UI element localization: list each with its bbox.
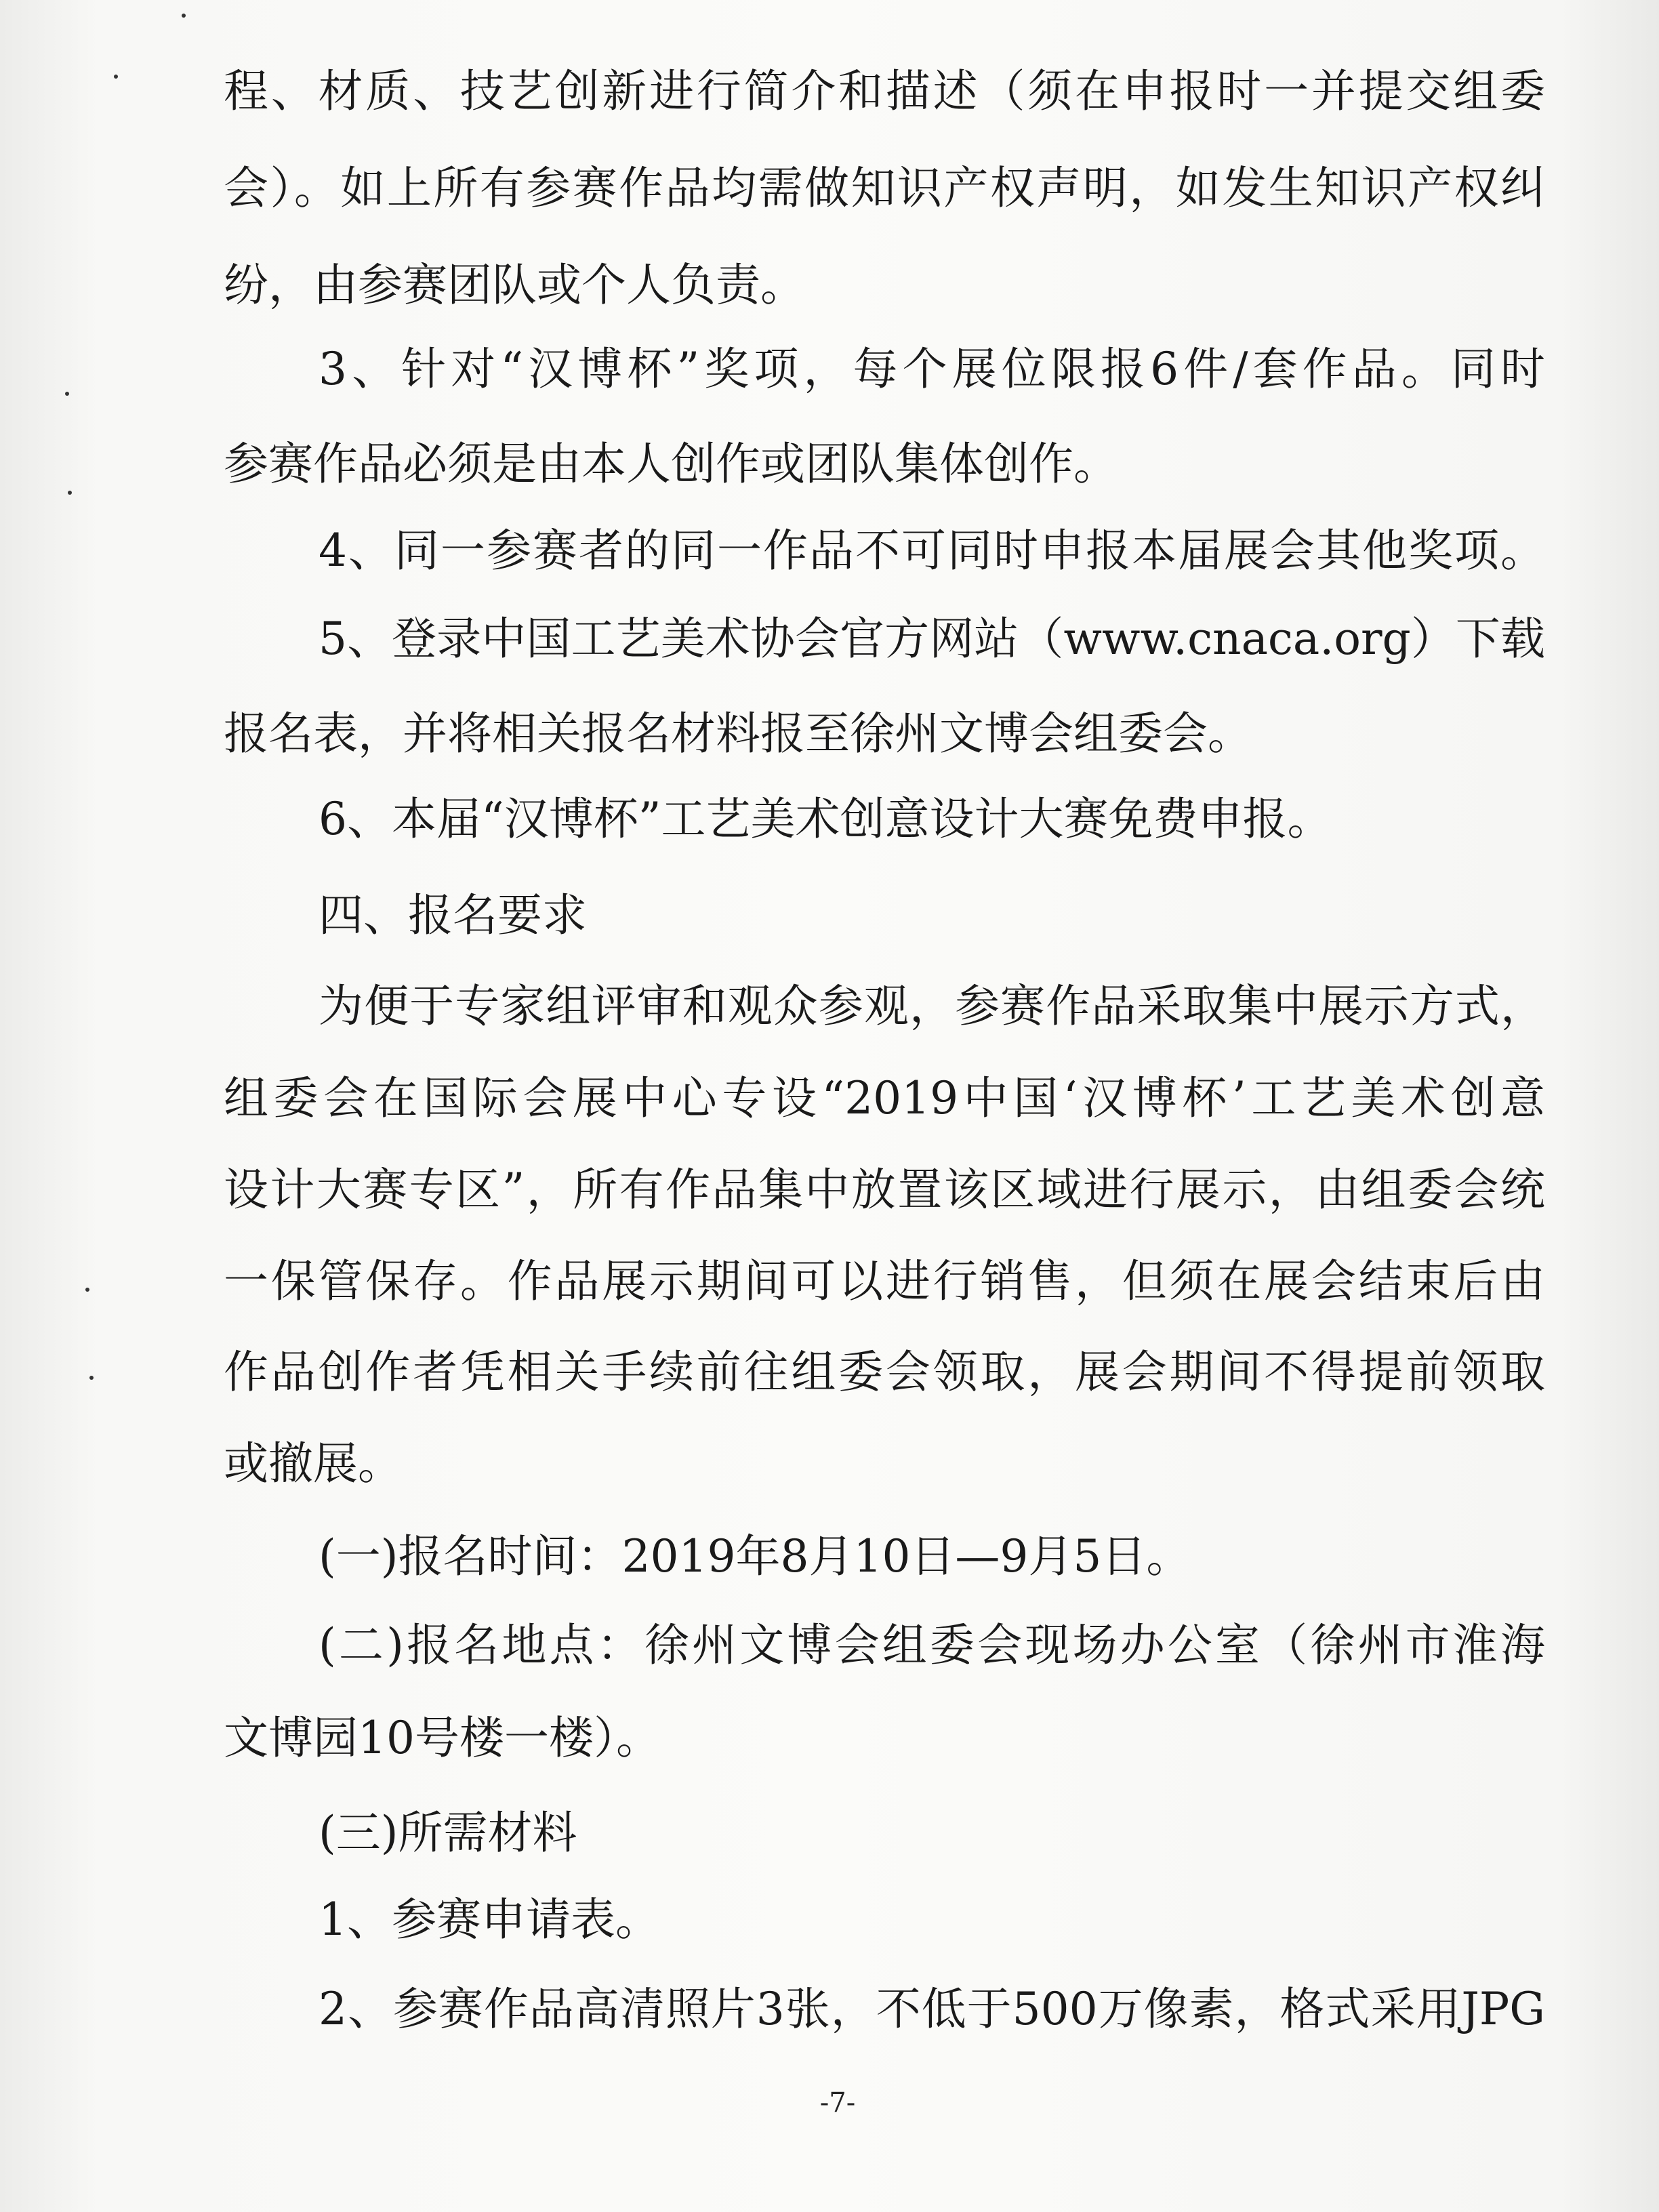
section-heading: 四、报名要求 — [319, 889, 587, 941]
text-line: 1、参赛申请表。 — [319, 1893, 660, 1946]
text-line: (一)报名时间：2019年8月10日—9月5日。 — [319, 1530, 1191, 1582]
scan-speck — [182, 14, 186, 18]
text-line: 2、参赛作品高清照片3张，不低于500万像素，格式采用JPG — [319, 1983, 1545, 2035]
page-number: -7- — [819, 2087, 856, 2118]
text-line: 设计大赛专区”，所有作品集中放置该区域进行展示，由组委会统 — [224, 1164, 1545, 1216]
text-line: 组委会在国际会展中心专设“2019中国‘汉博杯’工艺美术创意 — [224, 1072, 1545, 1124]
subsection-heading: (三)所需材料 — [319, 1807, 577, 1859]
text-line: (二)报名地点：徐州文博会组委会现场办公室（徐州市淮海 — [319, 1619, 1545, 1671]
text-line: 纷，由参赛团队或个人负责。 — [224, 259, 805, 311]
text-line: 或撤展。 — [224, 1437, 403, 1490]
text-line: 程、材质、技艺创新进行简介和描述（须在申报时一并提交组委 — [224, 65, 1545, 117]
scan-speck — [85, 1288, 89, 1292]
text-line: 6、本届“汉博杯”工艺美术创意设计大赛免费申报。 — [319, 793, 1332, 845]
text-line: 参赛作品必须是由本人创作或团队集体创作。 — [224, 438, 1118, 490]
text-line: 5、登录中国工艺美术协会官方网站（www.cnaca.org）下载 — [319, 613, 1545, 665]
text-line: 为便于专家组评审和观众参观，参赛作品采取集中展示方式， — [319, 980, 1545, 1032]
text-line: 报名表，并将相关报名材料报至徐州文博会组委会。 — [224, 708, 1252, 760]
text-line: 4、同一参赛者的同一作品不可同时申报本届展会其他奖项。 — [319, 525, 1545, 577]
scan-speck — [65, 392, 69, 396]
text-line: 会）。如上所有参赛作品均需做知识产权声明，如发生知识产权纠 — [224, 162, 1545, 214]
text-line: 3、针对“汉博杯”奖项，每个展位限报6件/套作品。同时 — [319, 343, 1545, 395]
scan-speck — [68, 491, 72, 495]
text-line: 文博园10号楼一楼）。 — [224, 1712, 661, 1764]
scan-speck — [89, 1376, 94, 1380]
text-line: 作品创作者凭相关手续前往组委会领取，展会期间不得提前领取 — [224, 1346, 1545, 1398]
text-line: 一保管保存。作品展示期间可以进行销售，但须在展会结束后由 — [224, 1255, 1545, 1307]
scan-speck — [114, 75, 118, 79]
